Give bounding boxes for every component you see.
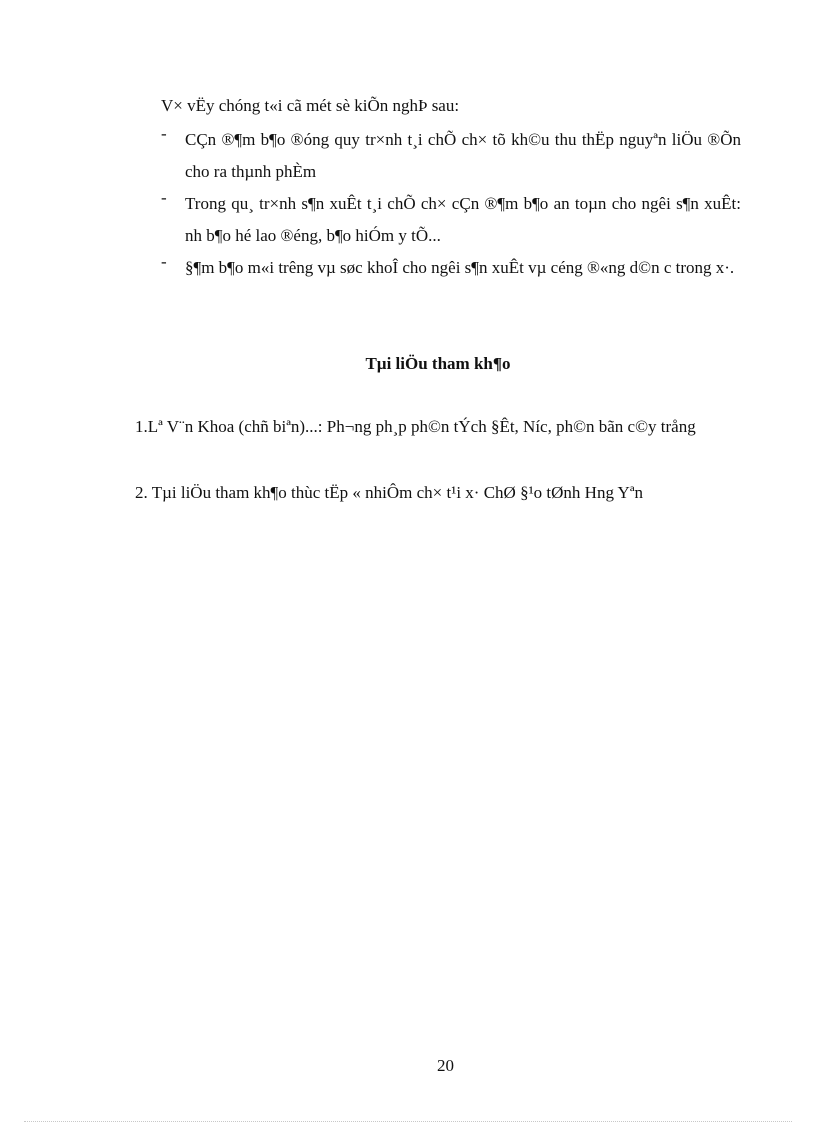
reference-item: 1.Lª V¨n Khoa (chñ biªn)...: Ph¬ng ph¸p ph©n tÝch §Êt, Níc, ph©n bãn c©y trång [135,417,696,436]
intro-paragraph: V× vËy chóng t«i cã mét sè kiÕn nghÞ sau: [161,96,460,115]
bullet-marker: - [161,124,167,143]
recommendation-text: CÇn ®¶m b¶o ®óng quy tr×nh t¸i chÕ ch× tõ kh©u thu thËp nguyªn liÖu ®Õn cho ra thµnh phÈm [185,130,741,181]
bullet-marker: - [161,188,167,207]
references-heading: Tµi liÖu tham kh¶o [365,354,511,373]
page-bottom-border [24,1121,792,1122]
page-number: 20 [437,1056,454,1075]
recommendation-text: Trong qu¸ tr×nh s¶n xuÊt t¸i chÕ ch× cÇn ®¶m b¶o an toµn cho ngêi s¶n xuÊt: nh b¶o hé lao ®éng, b¶o hiÓm y tÕ... [185,194,741,245]
reference-item: 2. Tµi liÖu tham kh¶o thùc tËp « nhiÔm ch× t¹i x· ChØ §¹o tØnh Hng Yªn [135,483,644,502]
recommendation-text: §¶m b¶o m«i trêng vµ søc khoÎ cho ngêi s¶n xuÊt vµ céng ®«ng d©n c trong x·. [185,258,735,277]
bullet-marker: - [161,252,167,271]
